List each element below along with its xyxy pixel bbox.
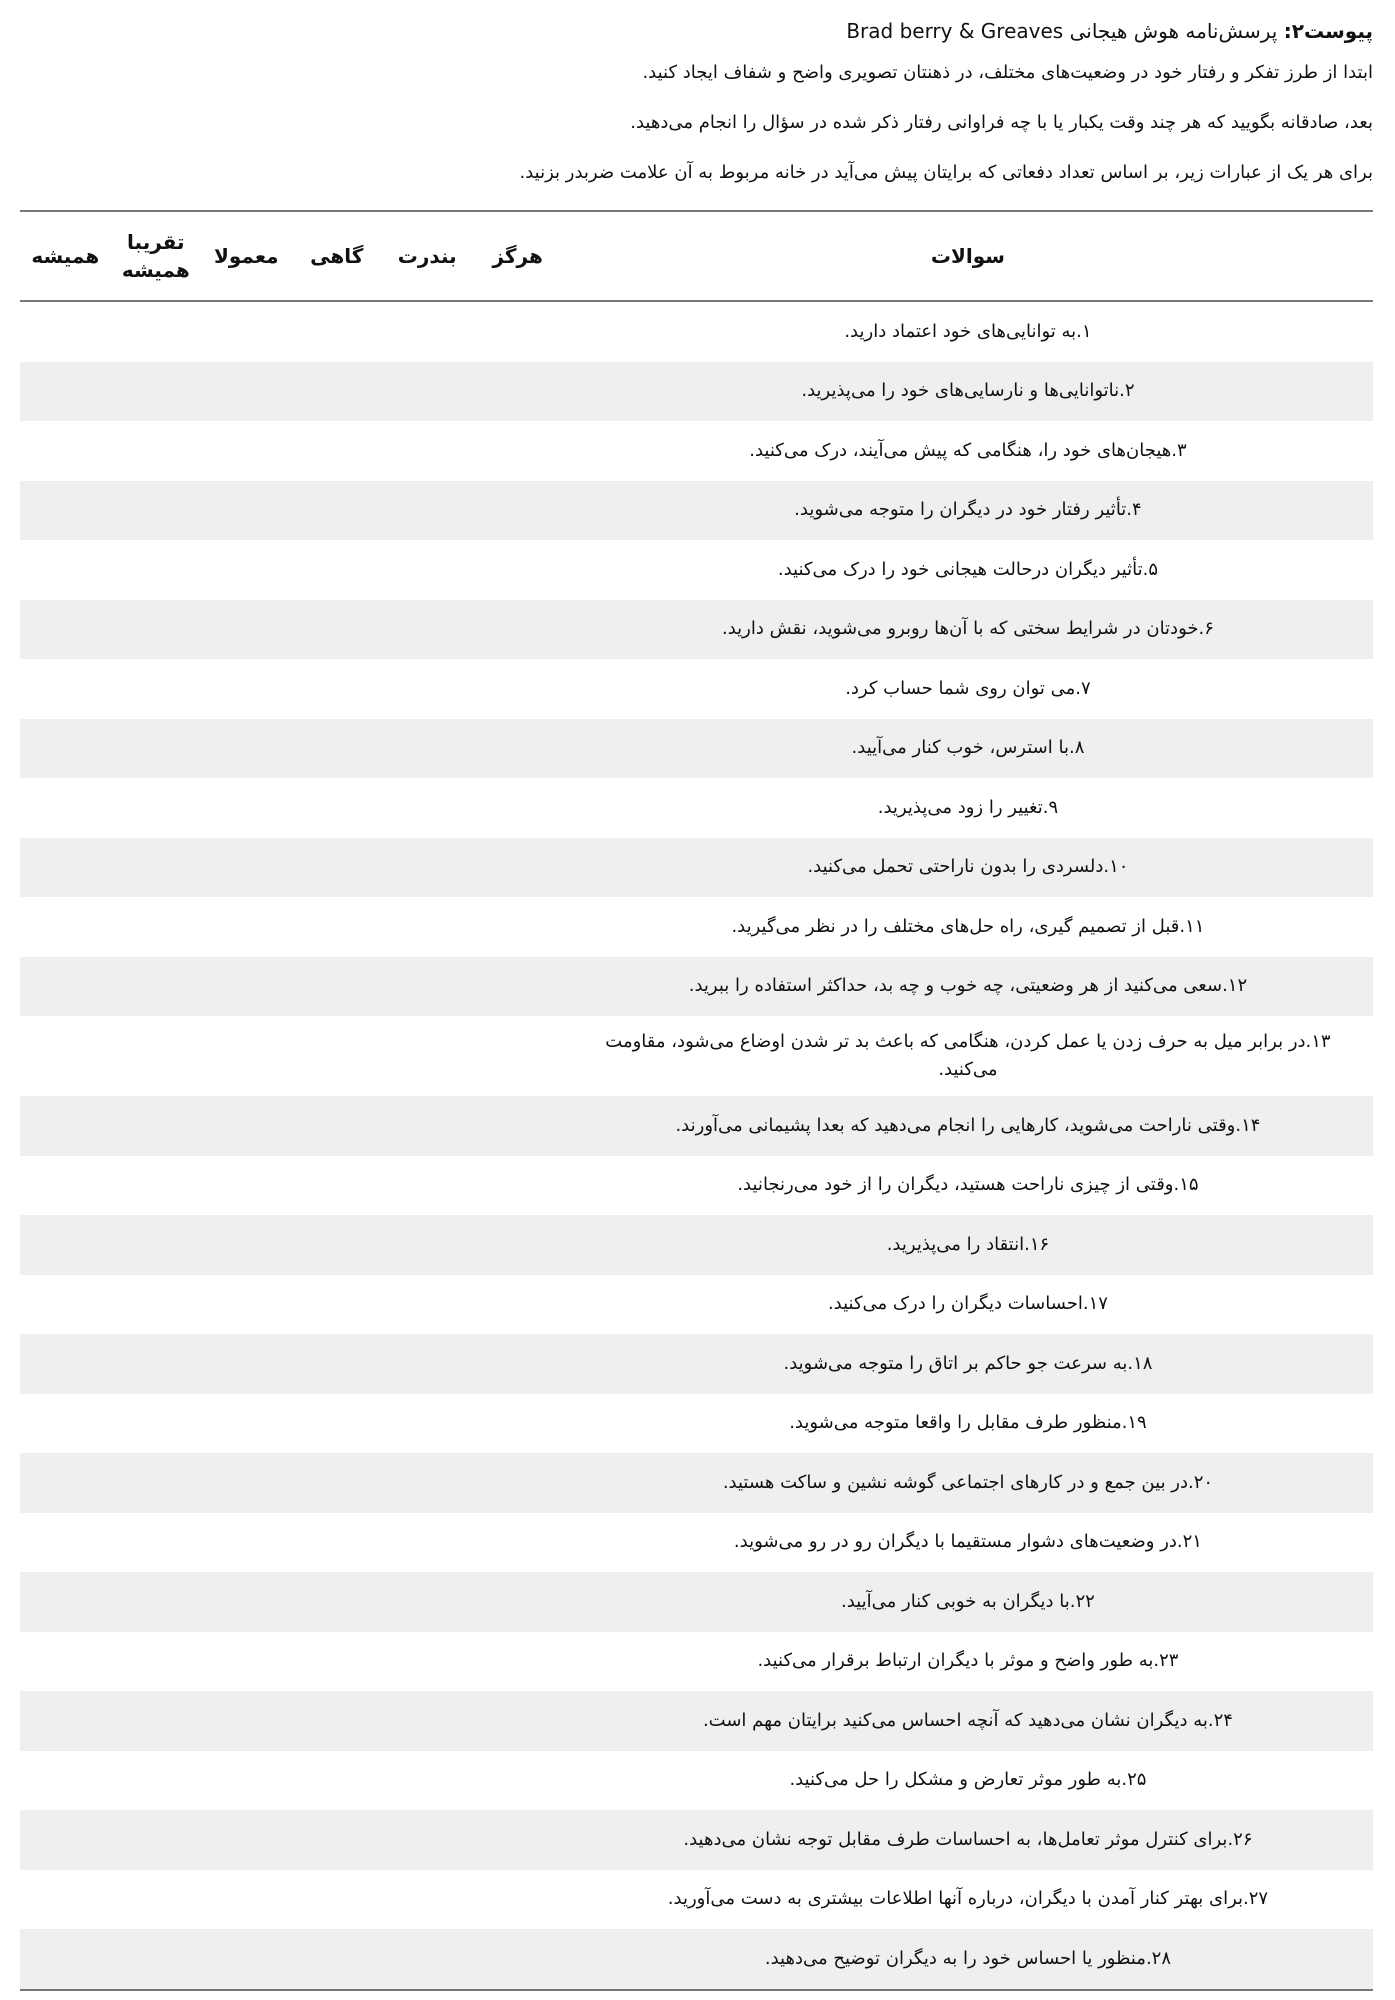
table-row — [20, 1096, 1373, 1156]
answer-cell-never[interactable] — [472, 1572, 562, 1632]
answer-cell-rarely[interactable] — [382, 659, 472, 719]
answer-cell-sometimes[interactable] — [292, 1215, 382, 1275]
answer-cell-rarely[interactable] — [382, 1751, 472, 1811]
answer-cell-rarely[interactable] — [382, 1275, 472, 1335]
answer-cell-always[interactable] — [20, 362, 111, 422]
question-text — [563, 897, 1373, 957]
answer-cell-sometimes[interactable] — [292, 778, 382, 838]
answer-cell-usually[interactable] — [201, 659, 291, 719]
answer-cell-usually[interactable] — [201, 1016, 291, 1096]
question-text — [563, 481, 1373, 541]
answer-cell-always[interactable] — [20, 838, 111, 898]
answer-cell-never[interactable] — [472, 1513, 562, 1573]
answer-cell-usually[interactable] — [201, 1572, 291, 1632]
question-text — [563, 1096, 1373, 1156]
question-text — [563, 659, 1373, 719]
answer-cell-sometimes[interactable] — [292, 1691, 382, 1751]
table-row — [20, 838, 1373, 898]
title-main: پرسش‌نامه هوش هیجانی — [1063, 19, 1284, 43]
question-text — [563, 1870, 1373, 1930]
question-label: ۱۱.قبل از تصمیم گیری، راه حل‌های مختلف را در نظر می‌گیرید. — [731, 915, 1205, 937]
question-label: ۲۴.به دیگران نشان می‌دهید که آنچه احساس می‌کنید برایتان مهم است. — [702, 1709, 1233, 1731]
question-text — [563, 540, 1373, 600]
question-label: ۲۸.منظور یا احساس خود را به دیگران توضیح می‌دهید. — [764, 1947, 1172, 1969]
answer-cell-rarely[interactable] — [382, 1096, 472, 1156]
table-row — [20, 1453, 1373, 1513]
question-label: ۲۷.برای بهتر کنار آمدن با دیگران، درباره آنها اطلاعات بیشتری به دست می‌آورید. — [667, 1888, 1269, 1910]
answer-cell-always[interactable] — [20, 301, 111, 362]
table-row — [20, 1929, 1373, 1990]
answer-cell-sometimes[interactable] — [292, 1513, 382, 1573]
answer-cell-almost-always[interactable] — [111, 1691, 201, 1751]
question-text — [563, 301, 1373, 362]
question-text — [563, 362, 1373, 422]
document-title — [20, 14, 1373, 48]
answer-cell-never[interactable] — [472, 838, 562, 898]
answer-cell-usually[interactable] — [201, 719, 291, 779]
question-label: ۲۲.با دیگران به خوبی کنار می‌آیید. — [841, 1590, 1095, 1612]
answer-cell-rarely[interactable] — [382, 778, 472, 838]
question-label: ۲۵.به طور موثر تعارض و مشکل را حل می‌کنید. — [789, 1769, 1147, 1791]
answer-cell-usually[interactable] — [201, 1215, 291, 1275]
table-row — [20, 421, 1373, 481]
answer-cell-almost-always[interactable] — [111, 1275, 201, 1335]
answer-cell-never[interactable] — [472, 1334, 562, 1394]
answer-cell-always[interactable] — [20, 1334, 111, 1394]
table-row — [20, 1870, 1373, 1930]
answer-cell-almost-always[interactable] — [111, 421, 201, 481]
answer-cell-sometimes[interactable] — [292, 540, 382, 600]
answer-cell-never[interactable] — [472, 1096, 562, 1156]
table-row — [20, 1394, 1373, 1454]
answer-cell-almost-always[interactable] — [111, 540, 201, 600]
instruction-line-2: بعد، صادقانه بگویید که هر چند وقت یکبار یا با چه فراوانی رفتار ذکر شده در سؤال را انجام می‌دهید. — [630, 112, 1373, 133]
question-label: ۸.با استرس، خوب کنار می‌آیید. — [851, 737, 1085, 759]
answer-cell-always[interactable] — [20, 1275, 111, 1335]
answer-cell-almost-always[interactable] — [111, 362, 201, 422]
answer-cell-usually[interactable] — [201, 362, 291, 422]
answer-cell-usually[interactable] — [201, 1275, 291, 1335]
answer-cell-always[interactable] — [20, 1156, 111, 1216]
answer-cell-almost-always[interactable] — [111, 778, 201, 838]
question-text — [563, 719, 1373, 779]
question-label: ۴.تأثیر رفتار خود در دیگران را متوجه می‌شوید. — [794, 499, 1142, 521]
question-text — [563, 600, 1373, 660]
answer-cell-almost-always[interactable] — [111, 1394, 201, 1454]
answer-cell-rarely[interactable] — [382, 421, 472, 481]
questionnaire-table — [20, 210, 1373, 1991]
answer-cell-sometimes[interactable] — [292, 481, 382, 541]
header-never: هرگز — [472, 211, 562, 301]
answer-cell-usually[interactable] — [201, 1691, 291, 1751]
answer-cell-never[interactable] — [472, 1275, 562, 1335]
answer-cell-rarely[interactable] — [382, 957, 472, 1017]
question-text — [563, 1334, 1373, 1394]
answer-cell-usually[interactable] — [201, 838, 291, 898]
answer-cell-almost-always[interactable] — [111, 719, 201, 779]
answer-cell-sometimes[interactable] — [292, 838, 382, 898]
question-text — [563, 1751, 1373, 1811]
title-latin: Brad berry & Greaves — [846, 19, 1064, 43]
answer-cell-almost-always[interactable] — [111, 1156, 201, 1216]
answer-cell-almost-always[interactable] — [111, 1810, 201, 1870]
answer-cell-sometimes[interactable] — [292, 301, 382, 362]
answer-cell-rarely[interactable] — [382, 1156, 472, 1216]
table-row — [20, 301, 1373, 362]
question-text — [563, 1632, 1373, 1692]
answer-cell-rarely[interactable] — [382, 719, 472, 779]
table-row — [20, 1810, 1373, 1870]
answer-cell-almost-always[interactable] — [111, 1929, 201, 1990]
answer-cell-sometimes[interactable] — [292, 1632, 382, 1692]
answer-cell-always[interactable] — [20, 1870, 111, 1930]
answer-cell-almost-always[interactable] — [111, 301, 201, 362]
table-row — [20, 1572, 1373, 1632]
answer-cell-rarely[interactable] — [382, 1691, 472, 1751]
answer-cell-sometimes[interactable] — [292, 1751, 382, 1811]
answer-cell-sometimes[interactable] — [292, 1870, 382, 1930]
answer-cell-almost-always[interactable] — [111, 659, 201, 719]
table-row — [20, 1513, 1373, 1573]
answer-cell-always[interactable] — [20, 421, 111, 481]
answer-cell-rarely[interactable] — [382, 838, 472, 898]
answer-cell-sometimes[interactable] — [292, 362, 382, 422]
answer-cell-sometimes[interactable] — [292, 1929, 382, 1990]
answer-cell-always[interactable] — [20, 1691, 111, 1751]
answer-cell-sometimes[interactable] — [292, 719, 382, 779]
answer-cell-never[interactable] — [472, 1394, 562, 1454]
answer-cell-always[interactable] — [20, 957, 111, 1017]
question-text — [563, 1275, 1373, 1335]
question-label: ۲۶.برای کنترل موثر تعامل‌ها، به احساسات طرف مقابل توجه نشان می‌دهید. — [683, 1828, 1253, 1850]
question-label: ۲۳.به طور واضح و موثر با دیگران ارتباط برقرار می‌کنید. — [757, 1650, 1179, 1672]
question-label: ۹.تغییر را زود می‌پذیرید. — [877, 796, 1059, 818]
table-row — [20, 897, 1373, 957]
header-almost-always-line-1: تقریبا — [127, 230, 185, 254]
table-row — [20, 1751, 1373, 1811]
answer-cell-almost-always[interactable] — [111, 1513, 201, 1573]
answer-cell-sometimes[interactable] — [292, 421, 382, 481]
answer-cell-always[interactable] — [20, 600, 111, 660]
answer-cell-sometimes[interactable] — [292, 1810, 382, 1870]
answer-cell-usually[interactable] — [201, 1632, 291, 1692]
answer-cell-sometimes[interactable] — [292, 659, 382, 719]
answer-cell-always[interactable] — [20, 1016, 111, 1096]
question-text — [563, 957, 1373, 1017]
answer-cell-rarely[interactable] — [382, 1870, 472, 1930]
answer-cell-never[interactable] — [472, 1632, 562, 1692]
answer-cell-never[interactable] — [472, 421, 562, 481]
question-text — [563, 1394, 1373, 1454]
answer-cell-usually[interactable] — [201, 301, 291, 362]
answer-cell-usually[interactable] — [201, 1096, 291, 1156]
question-label: ۱.به توانایی‌های خود اعتماد دارید. — [844, 320, 1092, 342]
table-row — [20, 778, 1373, 838]
answer-cell-never[interactable] — [472, 1215, 562, 1275]
table-header — [20, 211, 1373, 301]
answer-cell-sometimes[interactable] — [292, 1394, 382, 1454]
answer-cell-almost-always[interactable] — [111, 1572, 201, 1632]
answer-cell-almost-always[interactable] — [111, 1870, 201, 1930]
answer-cell-rarely[interactable] — [382, 1810, 472, 1870]
header-questions: سوالات — [563, 211, 1373, 301]
answer-cell-always[interactable] — [20, 1751, 111, 1811]
question-label: ۱۵.وقتی از چیزی ناراحت هستید، دیگران را از خود می‌رنجانید. — [737, 1174, 1199, 1196]
question-label: ۲.ناتوانایی‌ها و نارسایی‌های خود را می‌پذیرید. — [801, 380, 1135, 402]
answer-cell-sometimes[interactable] — [292, 1275, 382, 1335]
question-label: ۲۱.در وضعیت‌های دشوار مستقیما با دیگران رو در رو می‌شوید. — [733, 1531, 1202, 1553]
question-label: ۱۸.به سرعت جو حاکم بر اتاق را متوجه می‌شوید. — [783, 1352, 1153, 1374]
header-sometimes: گاهی — [292, 211, 382, 301]
answer-cell-never[interactable] — [472, 301, 562, 362]
answer-cell-rarely[interactable] — [382, 897, 472, 957]
question-label: ۱۲.سعی می‌کنید از هر وضعیتی، چه خوب و چه بد، حداکثر استفاده را ببرید. — [688, 975, 1248, 997]
answer-cell-rarely[interactable] — [382, 540, 472, 600]
answer-cell-almost-always[interactable] — [111, 600, 201, 660]
table-row — [20, 481, 1373, 541]
answer-cell-rarely[interactable] — [382, 1572, 472, 1632]
answer-cell-rarely[interactable] — [382, 600, 472, 660]
answer-cell-almost-always[interactable] — [111, 1632, 201, 1692]
answer-cell-rarely[interactable] — [382, 1929, 472, 1990]
answer-cell-always[interactable] — [20, 1810, 111, 1870]
question-text — [563, 778, 1373, 838]
answer-cell-sometimes[interactable] — [292, 1572, 382, 1632]
answer-cell-sometimes[interactable] — [292, 600, 382, 660]
answer-cell-rarely[interactable] — [382, 1215, 472, 1275]
question-text — [563, 1016, 1373, 1096]
answer-cell-usually[interactable] — [201, 481, 291, 541]
answer-cell-almost-always[interactable] — [111, 481, 201, 541]
question-label: ۳.هیجان‌های خود را، هنگامی که پیش می‌آیند، درک می‌کنید. — [749, 439, 1187, 461]
answer-cell-sometimes[interactable] — [292, 957, 382, 1017]
answer-cell-always[interactable] — [20, 1215, 111, 1275]
answer-cell-almost-always[interactable] — [111, 1096, 201, 1156]
instruction-line-3: برای هر یک از عبارات زیر، بر اساس تعداد دفعاتی که برایتان پیش می‌آید در خانه مربوط به آن علامت ضربدر بزنید. — [519, 162, 1373, 183]
header-almost-always-line-2: همیشه — [121, 258, 190, 282]
table-row — [20, 1215, 1373, 1275]
question-text — [563, 1513, 1373, 1573]
answer-cell-sometimes[interactable] — [292, 897, 382, 957]
table-row — [20, 1016, 1373, 1096]
answer-cell-never[interactable] — [472, 897, 562, 957]
question-text — [563, 1453, 1373, 1513]
answer-cell-never[interactable] — [472, 1929, 562, 1990]
answer-cell-rarely[interactable] — [382, 1334, 472, 1394]
answer-cell-usually[interactable] — [201, 1334, 291, 1394]
answer-cell-usually[interactable] — [201, 600, 291, 660]
table-body — [20, 301, 1373, 1990]
question-label: ۵.تأثیر دیگران درحالت هیجانی خود را درک می‌کنید. — [777, 558, 1159, 580]
answer-cell-always[interactable] — [20, 481, 111, 541]
answer-cell-never[interactable] — [472, 481, 562, 541]
answer-cell-almost-always[interactable] — [111, 1016, 201, 1096]
answer-cell-never[interactable] — [472, 1453, 562, 1513]
answer-cell-almost-always[interactable] — [111, 957, 201, 1017]
answer-cell-always[interactable] — [20, 540, 111, 600]
answer-cell-rarely[interactable] — [382, 1453, 472, 1513]
answer-cell-usually[interactable] — [201, 1513, 291, 1573]
question-label: ۱۳.در برابر میل به حرف زدن یا عمل کردن، هنگامی که باعث بد تر شدن اوضاع می‌شود، مقاومت می‌کنید. — [605, 1031, 1331, 1080]
answer-cell-always[interactable] — [20, 659, 111, 719]
header-almost-always — [111, 211, 201, 301]
answer-cell-always[interactable] — [20, 897, 111, 957]
answer-cell-usually[interactable] — [201, 1394, 291, 1454]
answer-cell-usually[interactable] — [201, 778, 291, 838]
question-label: ۱۹.منظور طرف مقابل را واقعا متوجه می‌شوید. — [789, 1412, 1147, 1434]
answer-cell-never[interactable] — [472, 719, 562, 779]
table-row — [20, 540, 1373, 600]
answer-cell-never[interactable] — [472, 362, 562, 422]
answer-cell-never[interactable] — [472, 957, 562, 1017]
question-text — [563, 1691, 1373, 1751]
answer-cell-rarely[interactable] — [382, 301, 472, 362]
answer-cell-almost-always[interactable] — [111, 1453, 201, 1513]
answer-cell-never[interactable] — [472, 1751, 562, 1811]
table-row — [20, 1334, 1373, 1394]
question-text — [563, 1810, 1373, 1870]
title-prefix: پیوست۲: — [1283, 19, 1373, 43]
answer-cell-usually[interactable] — [201, 421, 291, 481]
document-page — [20, 0, 1373, 1991]
answer-cell-usually[interactable] — [201, 1751, 291, 1811]
table-row — [20, 659, 1373, 719]
table-row — [20, 719, 1373, 779]
answer-cell-never[interactable] — [472, 659, 562, 719]
question-label: ۷.می توان روی شما حساب کرد. — [845, 677, 1091, 699]
answer-cell-usually[interactable] — [201, 540, 291, 600]
answer-cell-never[interactable] — [472, 778, 562, 838]
answer-cell-almost-always[interactable] — [111, 1334, 201, 1394]
answer-cell-rarely[interactable] — [382, 1016, 472, 1096]
question-label: ۱۷.احساسات دیگران را درک می‌کنید. — [827, 1293, 1108, 1315]
answer-cell-almost-always[interactable] — [111, 897, 201, 957]
question-text — [563, 1215, 1373, 1275]
question-text — [563, 421, 1373, 481]
answer-cell-never[interactable] — [472, 540, 562, 600]
question-label: ۱۶.انتقاد را می‌پذیرید. — [886, 1233, 1050, 1255]
question-text — [563, 1929, 1373, 1990]
answer-cell-always[interactable] — [20, 778, 111, 838]
question-label: ۶.خودتان در شرایط سختی که با آن‌ها روبرو می‌شوید، نقش دارید. — [722, 618, 1214, 640]
table-row — [20, 1275, 1373, 1335]
question-label: ۱۴.وقتی ناراحت می‌شوید، کارهایی را انجام می‌دهید که بعدا پشیمانی می‌آورند. — [675, 1114, 1261, 1136]
question-text — [563, 1156, 1373, 1216]
answer-cell-usually[interactable] — [201, 1156, 291, 1216]
table-row — [20, 1156, 1373, 1216]
answer-cell-almost-always[interactable] — [111, 1751, 201, 1811]
answer-cell-always[interactable] — [20, 1394, 111, 1454]
question-label: ۱۰.دلسردی را بدون ناراحتی تحمل می‌کنید. — [807, 856, 1129, 878]
answer-cell-always[interactable] — [20, 1929, 111, 1990]
table-row — [20, 1691, 1373, 1751]
answer-cell-sometimes[interactable] — [292, 1334, 382, 1394]
answer-cell-usually[interactable] — [201, 897, 291, 957]
answer-cell-never[interactable] — [472, 1870, 562, 1930]
answer-cell-usually[interactable] — [201, 1453, 291, 1513]
answer-cell-never[interactable] — [472, 1810, 562, 1870]
answer-cell-rarely[interactable] — [382, 362, 472, 422]
instruction-line-1: ابتدا از طرز تفکر و رفتار خود در وضعیت‌های مختلف، در ذهنتان تصویری واضح و شفاف ایجاد کنید. — [642, 62, 1373, 83]
answer-cell-sometimes[interactable] — [292, 1016, 382, 1096]
answer-cell-usually[interactable] — [201, 1870, 291, 1930]
table-row — [20, 600, 1373, 660]
answer-cell-always[interactable] — [20, 1572, 111, 1632]
answer-cell-usually[interactable] — [201, 1929, 291, 1990]
answer-cell-rarely[interactable] — [382, 1632, 472, 1692]
question-label: ۲۰.در بین جمع و در کارهای اجتماعی گوشه نشین و ساکت هستید. — [722, 1471, 1214, 1493]
answer-cell-always[interactable] — [20, 1453, 111, 1513]
answer-cell-almost-always[interactable] — [111, 1215, 201, 1275]
answer-cell-never[interactable] — [472, 1691, 562, 1751]
header-row — [20, 211, 1373, 301]
answer-cell-sometimes[interactable] — [292, 1096, 382, 1156]
table-row — [20, 1632, 1373, 1692]
answer-cell-never[interactable] — [472, 1016, 562, 1096]
answer-cell-rarely[interactable] — [382, 1513, 472, 1573]
answer-cell-usually[interactable] — [201, 957, 291, 1017]
answer-cell-sometimes[interactable] — [292, 1156, 382, 1216]
answer-cell-never[interactable] — [472, 600, 562, 660]
answer-cell-always[interactable] — [20, 1632, 111, 1692]
table-row — [20, 957, 1373, 1017]
answer-cell-usually[interactable] — [201, 1810, 291, 1870]
answer-cell-sometimes[interactable] — [292, 1453, 382, 1513]
answer-cell-almost-always[interactable] — [111, 838, 201, 898]
answer-cell-rarely[interactable] — [382, 1394, 472, 1454]
answer-cell-never[interactable] — [472, 1156, 562, 1216]
question-text — [563, 838, 1373, 898]
table-row — [20, 362, 1373, 422]
answer-cell-always[interactable] — [20, 1513, 111, 1573]
question-text — [563, 1572, 1373, 1632]
answer-cell-always[interactable] — [20, 1096, 111, 1156]
header-always: همیشه — [20, 211, 111, 301]
header-rarely: بندرت — [382, 211, 472, 301]
answer-cell-always[interactable] — [20, 719, 111, 779]
header-usually: معمولا — [201, 211, 291, 301]
answer-cell-rarely[interactable] — [382, 481, 472, 541]
